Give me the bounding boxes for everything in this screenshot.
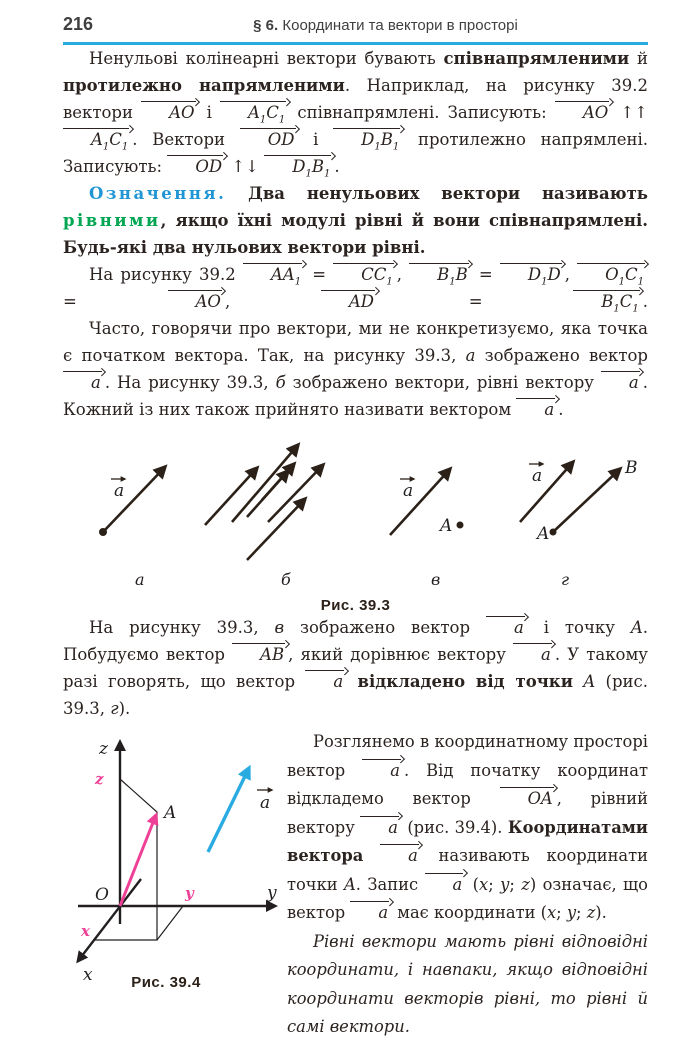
paragraph-equalities: На рисунку 39.2 $AA_1 = CC_1$ , $B_1B = D_1D$ , $O_1C_1$ = AO , AD = $B_1C_1$ . (63, 261, 648, 315)
paragraph-collinear: Ненульові колінеарні вектори бувають співнапрямленими й протилежно напрямленими. Наприклад, на рисунку 39.2 вектори AO і $A_1C_1$ співнапрямлені. Записують: AO ↑↑ $A_1C_1$ . Вектори OD і $D_1B_1$ протилежно напрямлені. Записують: OD ↑↓ $D_1B_1$ . (63, 49, 648, 180)
vector-arrow (103, 467, 165, 532)
page-header (63, 14, 648, 35)
figure-39-3-caption: Рис. 39.3 (320, 597, 391, 614)
point-a-dot (457, 522, 464, 529)
paragraph-equal-vectors: Рівні вектори мають рівні відповідні координати, і навпаки, якщо відповідні координати векторів рівні, то рівні й самі вектори. (287, 931, 648, 1036)
paragraph-coordinates: Розглянемо в координатному просторі вектор a . Від початку координат відкладемо вектор OA , рівний вектору a (рис. 39.4). Координатами вектора a називають координати точки A. Запис a (x; y; z) означає, що вектор a має координати (x; y; z). (287, 732, 649, 922)
projection-lines (95, 779, 157, 940)
section-number: § 6. (253, 17, 279, 34)
section-title: Координати та вектори в просторі (278, 17, 518, 34)
right-column (287, 728, 648, 1042)
panel-letter-v: в (431, 570, 441, 589)
figure-39-3-drawing (63, 433, 648, 591)
two-column-section (45, 728, 648, 1042)
paragraph-laid-off: На рисунку 39.3, в зображено вектор a і точку A. Побудуємо вектор AB , який дорівнює вектору a . У такому разі говорять, що вектор a відкладено від точки A (рис. 39.3, г). (63, 614, 648, 722)
paragraph-vector-start: Часто, говорячи про вектори, ми не конкретизуємо, яка точка є початком вектора. Так, на рисунку 39.3, а зображено вектор a . На рисунку 39.3, б зображено вектори, рівні вектору a . Кожний із них також прийнято називати вектором a . (63, 319, 649, 419)
vector-ab-arrow (553, 469, 620, 532)
panel-letter-g: г (561, 570, 570, 589)
figure-39-4-caption: Рис. 39.4 (131, 974, 201, 991)
coord-x-label: x (81, 922, 90, 940)
panel-v (390, 469, 464, 589)
panel-letter-a: а (135, 570, 145, 589)
panel-b (205, 445, 323, 589)
figure-39-3 (63, 433, 648, 614)
vector-label: a (260, 793, 271, 813)
vector-label: a (403, 481, 414, 501)
x-axis (78, 879, 141, 961)
point-a-label: A (537, 524, 550, 544)
point-a-label: A (164, 803, 177, 823)
vector-label: a (532, 466, 543, 486)
panel-a (99, 467, 165, 589)
a-vector-arrow (208, 768, 249, 852)
z-axis-label: z (99, 739, 108, 759)
section-heading (183, 17, 648, 34)
coord-y-label: y (185, 884, 194, 902)
vector-arrow (268, 465, 323, 522)
oa-vector-arrow (120, 815, 156, 906)
panel-g (520, 458, 638, 589)
x-axis-label: x (83, 965, 93, 985)
origin-label: O (95, 885, 109, 905)
coord-z-label: z (95, 770, 104, 788)
figure-39-4 (45, 728, 287, 1042)
projection-line (157, 906, 183, 940)
page-number: 216 (63, 14, 94, 34)
point-a-label: A (440, 516, 453, 536)
y-axis-label: y (267, 883, 277, 903)
vector-label: a (114, 481, 125, 501)
vector-arrow (520, 462, 573, 522)
point-b-label: B (625, 458, 638, 478)
definition-block: Означення. Два ненульових вектори називають рівними, якщо їхні модулі рівні й вони співнапрямлені. Будь-які два нульових вектори рівні. (63, 184, 648, 257)
panel-letter-b: б (281, 570, 291, 589)
